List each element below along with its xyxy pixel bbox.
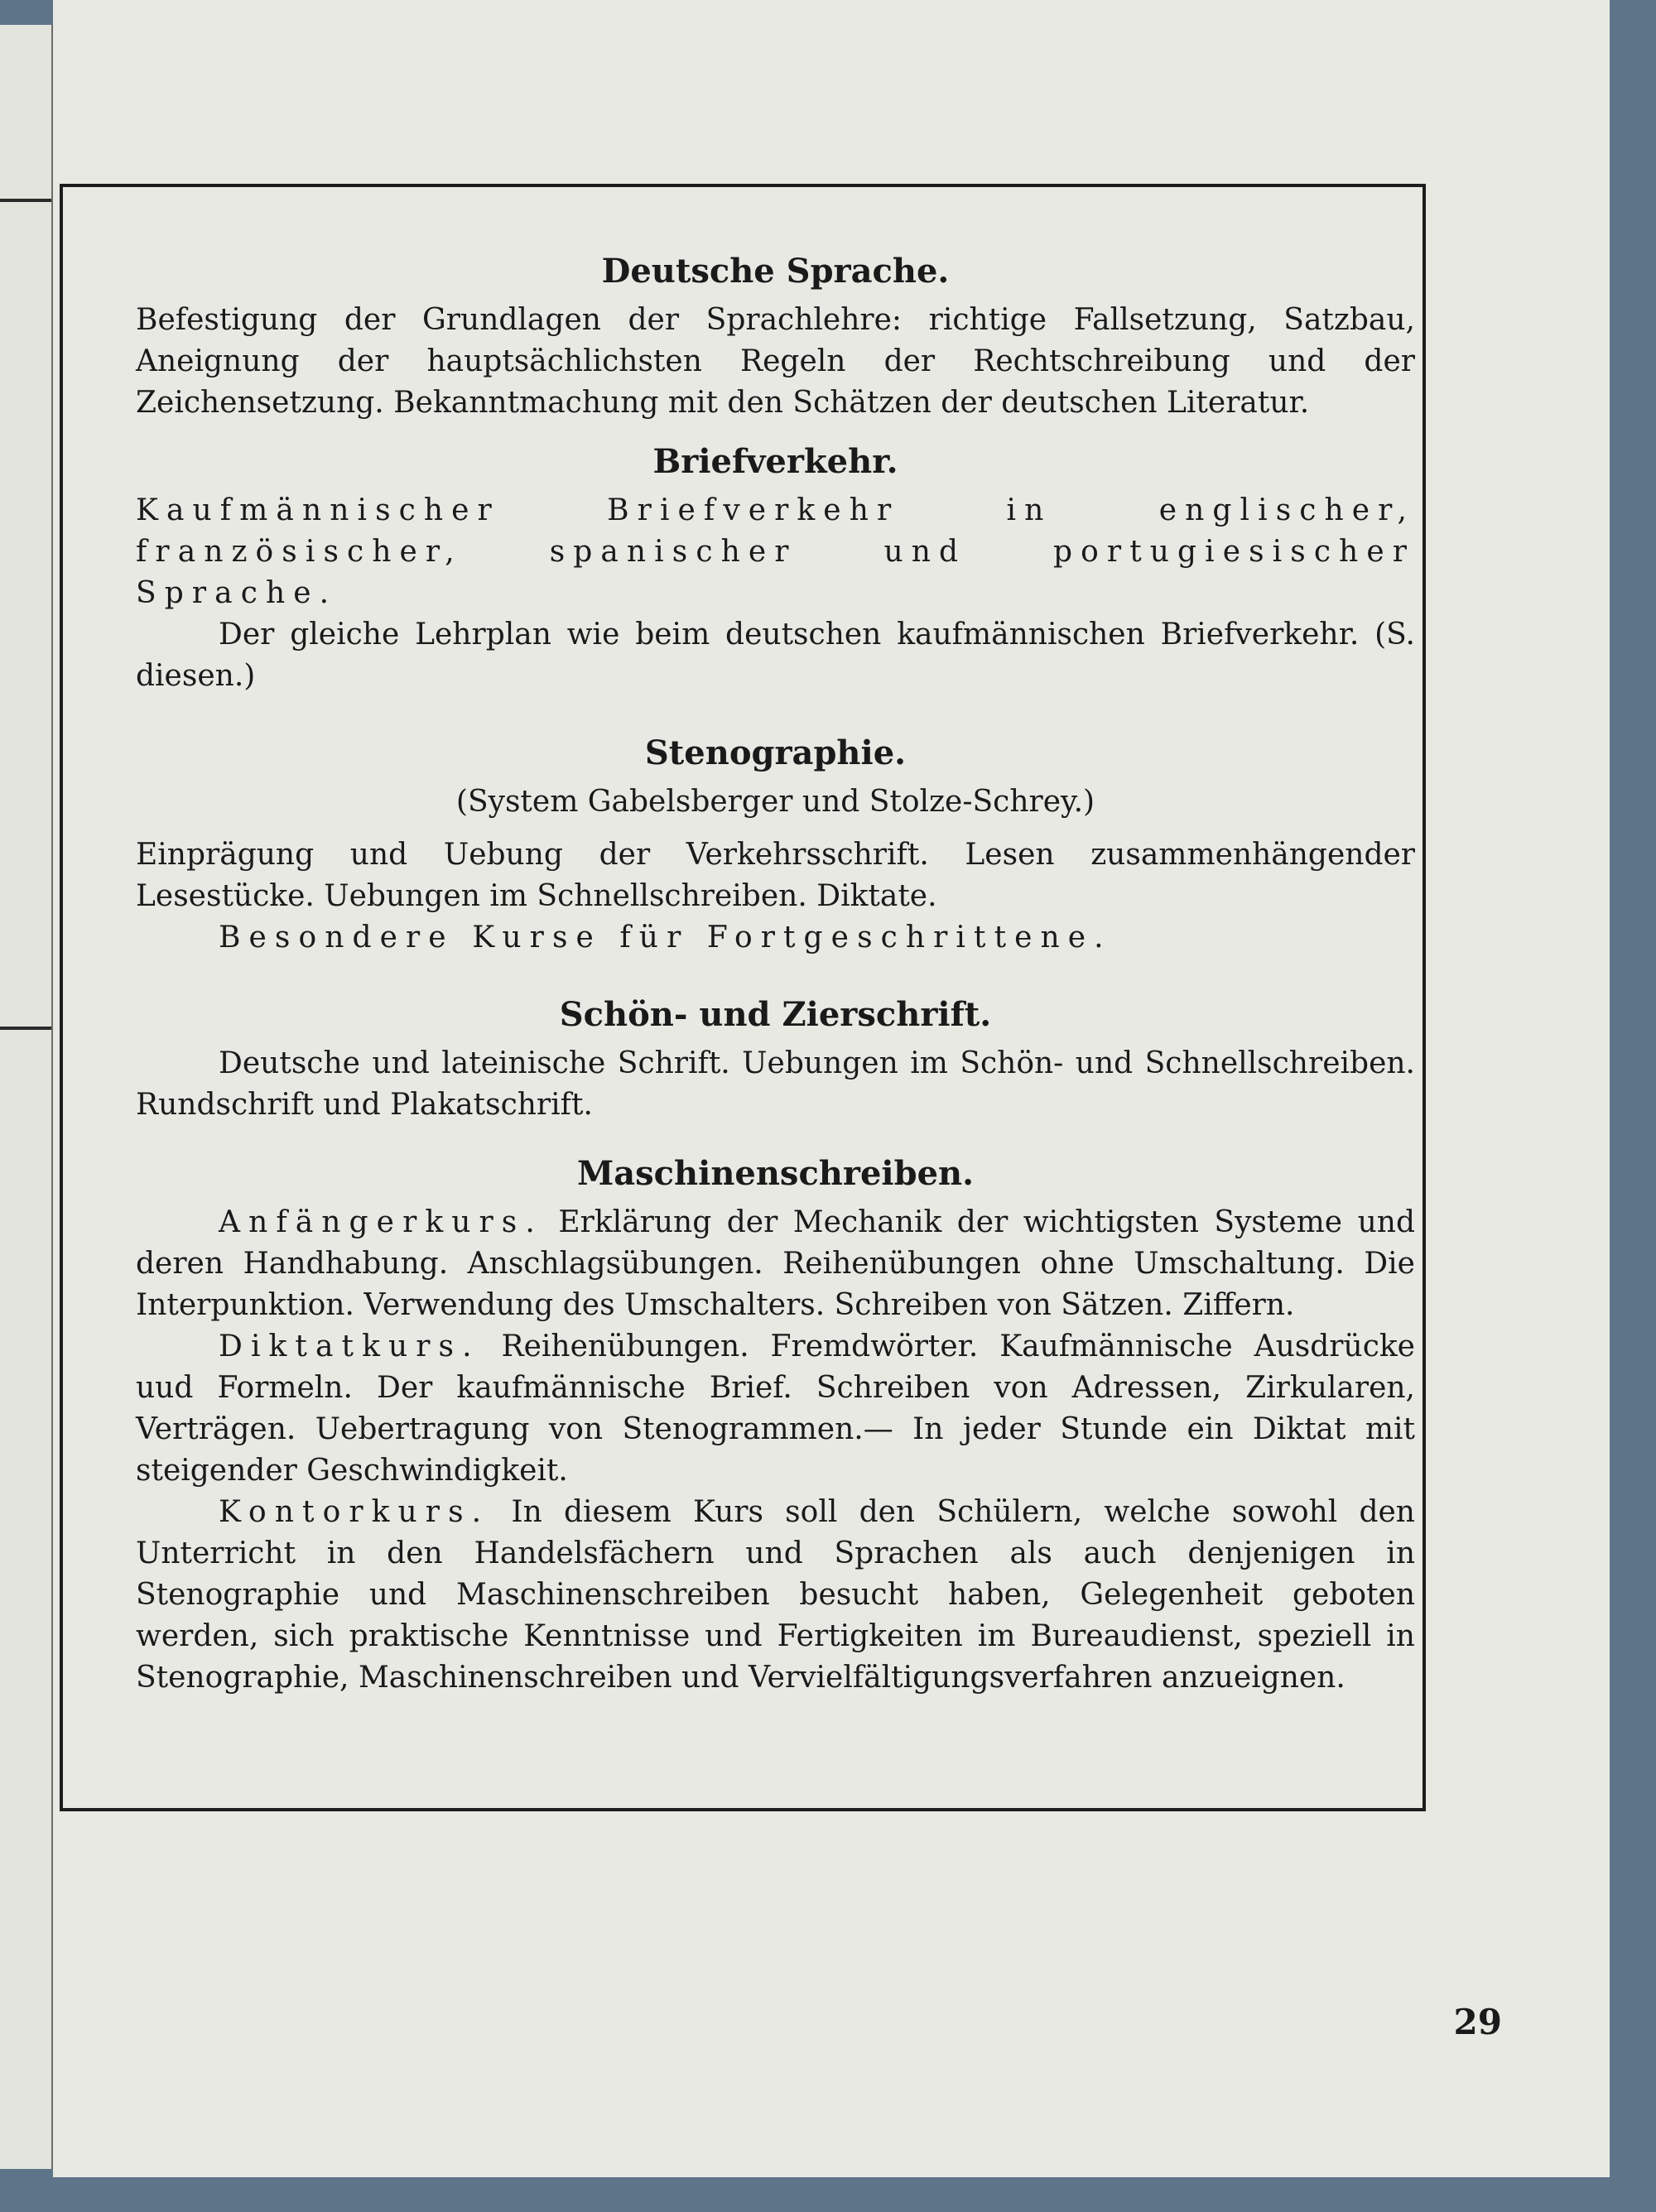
- section-stenographie: [136, 730, 1415, 959]
- section-paragraph: Befestigung der Grundlagen der Sprachlehre: richtige Fallsetzung, Satzbau, Aneignung der hauptsächlichsten Regeln der Rechtschreibung und der Zeichensetzung. Bekanntmachung mit den Schätzen der deutschen Literatur.: [136, 303, 1415, 420]
- section-heading: Stenographie.: [644, 733, 907, 772]
- page-number: 29: [1453, 2002, 1502, 2042]
- section-paragraph: Einprägung und Uebung der Verkehrsschrift. Lesen zusammenhängender Lesestücke. Uebungen im Schnellschreiben. Diktate.: [136, 838, 1415, 913]
- section-paragraph: Kaufmännischer Briefverkehr in englischer, französischer, spanischer und portugiesischer Sprache.: [136, 493, 1415, 610]
- page-content: [136, 248, 1415, 1699]
- section-schoen-zierschrift: [136, 992, 1415, 1126]
- left-page-frame-line-lower: [0, 1027, 51, 1030]
- course-label: Kontorkurs.: [219, 1495, 490, 1529]
- section-paragraph: [136, 1326, 1415, 1492]
- left-page-edge: [0, 25, 54, 2169]
- course-label: Anfängerkurs.: [219, 1205, 543, 1239]
- course-text: Reihenübungen. Fremdwörter. Kaufmännische Ausdrücke uud Formeln. Der kaufmännische Brief. Schreiben von Adressen, Zirkularen, Verträgen. Uebertragung von Stenogrammen.— In jeder Stunde ein Diktat mit steigender Geschwindigkeit.: [136, 1330, 1415, 1488]
- section-paragraph: [136, 1202, 1415, 1326]
- course-text: In diesem Kurs soll den Schülern, welche sowohl den Unterricht in den Handelsfächern und Sprachen als auch denjenigen in Stenographie und Maschinenschreiben besucht haben, Gelegenheit geboten werden, sich praktische Kenntnisse und Fertigkeiten im Bureaudienst, speziell in Stenographie, Maschinenschreiben und Vervielfältigungsverfahren anzueignen.: [136, 1495, 1415, 1695]
- section-briefverkehr: [136, 439, 1415, 697]
- course-text: Erklärung der Mechanik der wichtigsten Systeme und deren Handhabung. Anschlagsübungen. Reihenübungen ohne Umschaltung. Die Interpunktion. Verwendung des Umschalters. Schreiben von Sätzen. Ziffern.: [136, 1205, 1415, 1322]
- section-heading: Maschinenschreiben.: [576, 1154, 975, 1193]
- section-heading: Briefverkehr.: [652, 442, 898, 481]
- section-deutsche-sprache: [136, 248, 1415, 424]
- section-subheading: (System Gabelsberger und Stolze-Schrey.): [455, 785, 1095, 819]
- section-maschinenschreiben: [136, 1151, 1415, 1699]
- left-page-frame-line: [0, 199, 51, 1030]
- course-label: Diktatkurs.: [219, 1330, 480, 1363]
- book-page: [53, 0, 1610, 2177]
- section-paragraph: Besondere Kurse für Fortgeschrittene.: [219, 921, 1112, 955]
- section-paragraph: [136, 1492, 1415, 1699]
- section-heading: Schön- und Zierschrift.: [559, 995, 992, 1034]
- section-paragraph: Der gleiche Lehrplan wie beim deutschen kaufmännischen Briefverkehr. (S. diesen.): [136, 618, 1415, 693]
- section-paragraph: Deutsche und lateinische Schrift. Uebungen im Schön- und Schnellschreiben. Rundschrift und Plakatschrift.: [136, 1046, 1415, 1122]
- section-heading: Deutsche Sprache.: [601, 252, 950, 291]
